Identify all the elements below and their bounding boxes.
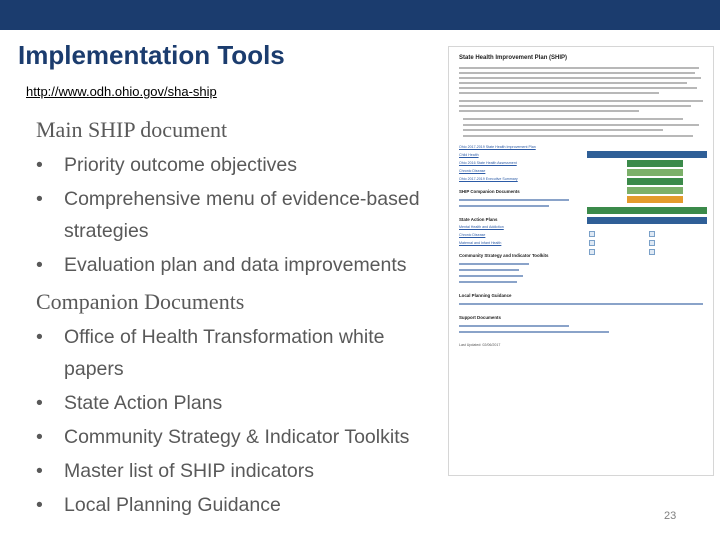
text-line: [463, 129, 663, 131]
ship-webpage-thumbnail: [448, 46, 714, 476]
link-line[interactable]: [459, 281, 517, 283]
bullet-icon: •: [36, 254, 43, 276]
link-line[interactable]: [459, 205, 549, 207]
chart-checkbox: [649, 231, 655, 237]
chart-outcome-box: [627, 169, 683, 176]
chart-outcome-box: [627, 160, 683, 167]
last-updated-text: Last Updated: 02/06/2017: [459, 343, 501, 347]
text-line: [459, 105, 691, 107]
link-line[interactable]: [459, 331, 609, 333]
bullet-item: • Priority outcome objectives: [36, 154, 298, 176]
text-line: [463, 135, 693, 137]
thumbnail-title: State Health Improvement Plan (SHIP): [459, 55, 568, 61]
local-planning-section-heading: Local Planning Guidance: [459, 293, 512, 298]
text-line: [459, 87, 697, 89]
chart-checkbox: [589, 231, 595, 237]
chart-wide-box: [587, 217, 707, 224]
header-bar: [0, 0, 720, 30]
link-line[interactable]: [459, 303, 703, 305]
bullet-item: • Comprehensive menu of evidence-based strategies: [36, 188, 420, 242]
chronic-disease-plan-link[interactable]: Chronic Disease: [459, 233, 486, 237]
bullet-item: • Community Strategy & Indicator Toolkits: [36, 426, 410, 448]
bullet-item: • Master list of SHIP indicators: [36, 460, 314, 482]
bullet-item: • Local Planning Guidance: [36, 494, 281, 516]
main-ship-heading: Main SHIP document: [36, 117, 228, 142]
sha-ship-link[interactable]: http://www.odh.ohio.gov/sha-ship: [26, 84, 217, 99]
link-line[interactable]: [459, 263, 529, 265]
text-line: [463, 124, 699, 126]
text-line: [459, 77, 701, 79]
action-plans-section-heading: State Action Plans: [459, 217, 498, 222]
maternal-infant-link[interactable]: Maternal and Infant Health: [459, 241, 502, 245]
text-line: [459, 110, 639, 112]
text-line: [463, 118, 683, 120]
chart-checkbox: [649, 249, 655, 255]
main-ship-bullet-list: [36, 154, 420, 288]
executive-summary-link[interactable]: Ohio 2017-2019 Executive Summary: [459, 177, 518, 181]
chart-checkbox: [649, 240, 655, 246]
bullet-item: • Evaluation plan and data improvements: [36, 254, 407, 276]
bullet-item: • Office of Health Transformation white papers: [36, 326, 385, 380]
bullet-icon: •: [36, 426, 43, 448]
chart-outcome-box: [627, 196, 683, 203]
chart-checkbox: [589, 240, 595, 246]
text-line: [459, 67, 699, 69]
link-line[interactable]: [459, 199, 569, 201]
chart-header-box: [587, 151, 707, 158]
ship-framework-chart: [587, 151, 707, 261]
link-line[interactable]: [459, 275, 523, 277]
chart-outcome-box: [627, 187, 683, 194]
text-line: [459, 72, 695, 74]
toolkits-section-heading: Community Strategy and Indicator Toolkits: [459, 253, 549, 258]
chronic-disease-link[interactable]: Chronic Disease: [459, 169, 486, 173]
ship-2017-link[interactable]: Ohio 2017-2019 State Health Improvement Plan: [459, 145, 536, 149]
child-health-link[interactable]: Child Health: [459, 153, 479, 157]
chart-outcome-box: [627, 178, 683, 185]
bullet-icon: •: [36, 494, 43, 516]
text-line: [459, 100, 703, 102]
bullet-icon: •: [36, 460, 43, 482]
text-line: [459, 92, 659, 94]
text-line: [459, 82, 687, 84]
chart-wide-box: [587, 207, 707, 214]
chart-checkbox: [589, 249, 595, 255]
bullet-item: • State Action Plans: [36, 392, 223, 414]
state-health-assessment-link[interactable]: Ohio 2016 State Health Assessment: [459, 161, 517, 165]
bullet-icon: •: [36, 188, 43, 210]
bullet-icon: •: [36, 392, 43, 414]
companion-documents-section-heading: SHIP Companion Documents: [459, 189, 520, 194]
companion-documents-heading: Companion Documents: [36, 289, 245, 314]
bullet-icon: •: [36, 326, 43, 348]
link-line[interactable]: [459, 325, 569, 327]
link-line[interactable]: [459, 269, 519, 271]
mental-health-link[interactable]: Mental Health and Addiction: [459, 225, 504, 229]
bullet-icon: •: [36, 154, 43, 176]
slide-title: Implementation Tools: [18, 40, 285, 70]
companion-documents-bullet-list: [36, 326, 409, 528]
page-number: 23: [664, 510, 677, 522]
support-documents-section-heading: Support Documents: [459, 315, 501, 320]
